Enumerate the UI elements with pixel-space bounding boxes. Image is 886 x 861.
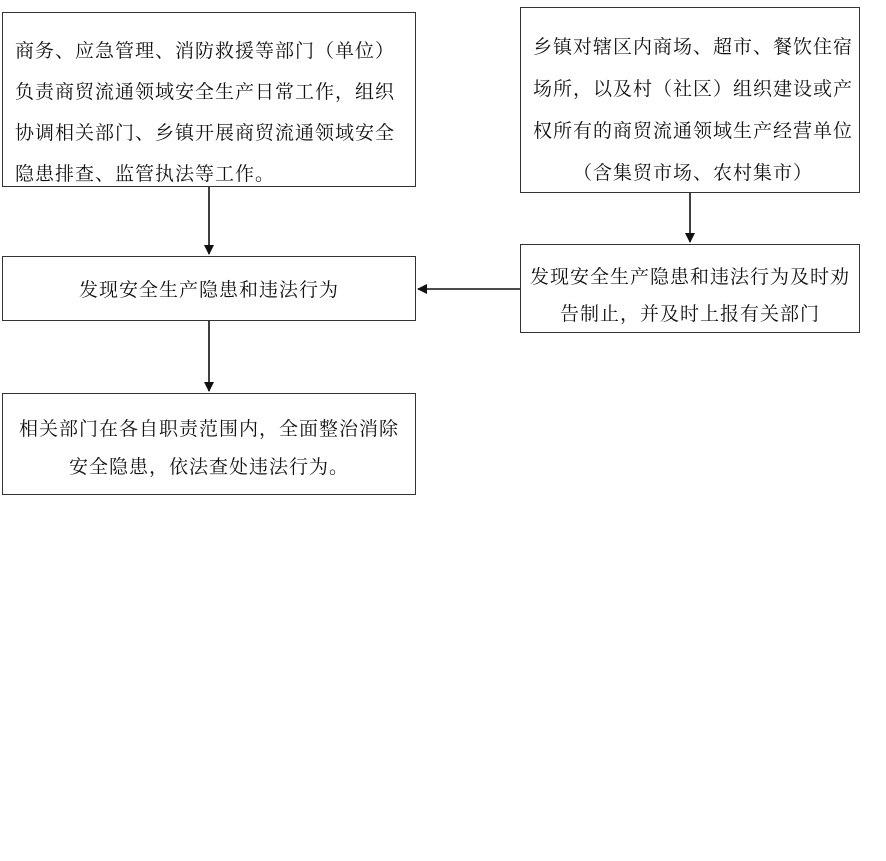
- rectify-text: 相关部门在各自职责范围内，全面整治消除安全隐患，依法查处违法行为。: [18, 418, 399, 478]
- rectify-box: [2, 393, 416, 495]
- discover-report-text: 发现安全生产隐患和违法行为及时劝告制止，并及时上报有关部门: [529, 266, 850, 325]
- township-units-box: [520, 7, 860, 193]
- discover-report-box: [520, 244, 860, 333]
- township-units-text: 乡镇对辖区内商场、超市、餐饮住宿场所，以及村（社区）组织建设或产权所有的商贸流通领域生产经营单位（含集贸市场、农村集市）: [533, 36, 854, 184]
- departments-box: [2, 12, 416, 187]
- departments-text: 商务、应急管理、消防救援等部门（单位）负责商贸流通领域安全生产日常工作，组织协调相关部门、乡镇开展商贸流通领域安全隐患排查、监管执法等工作。: [15, 40, 396, 185]
- discover-text: 发现安全生产隐患和违法行为: [78, 279, 339, 301]
- discover-box: [2, 256, 416, 321]
